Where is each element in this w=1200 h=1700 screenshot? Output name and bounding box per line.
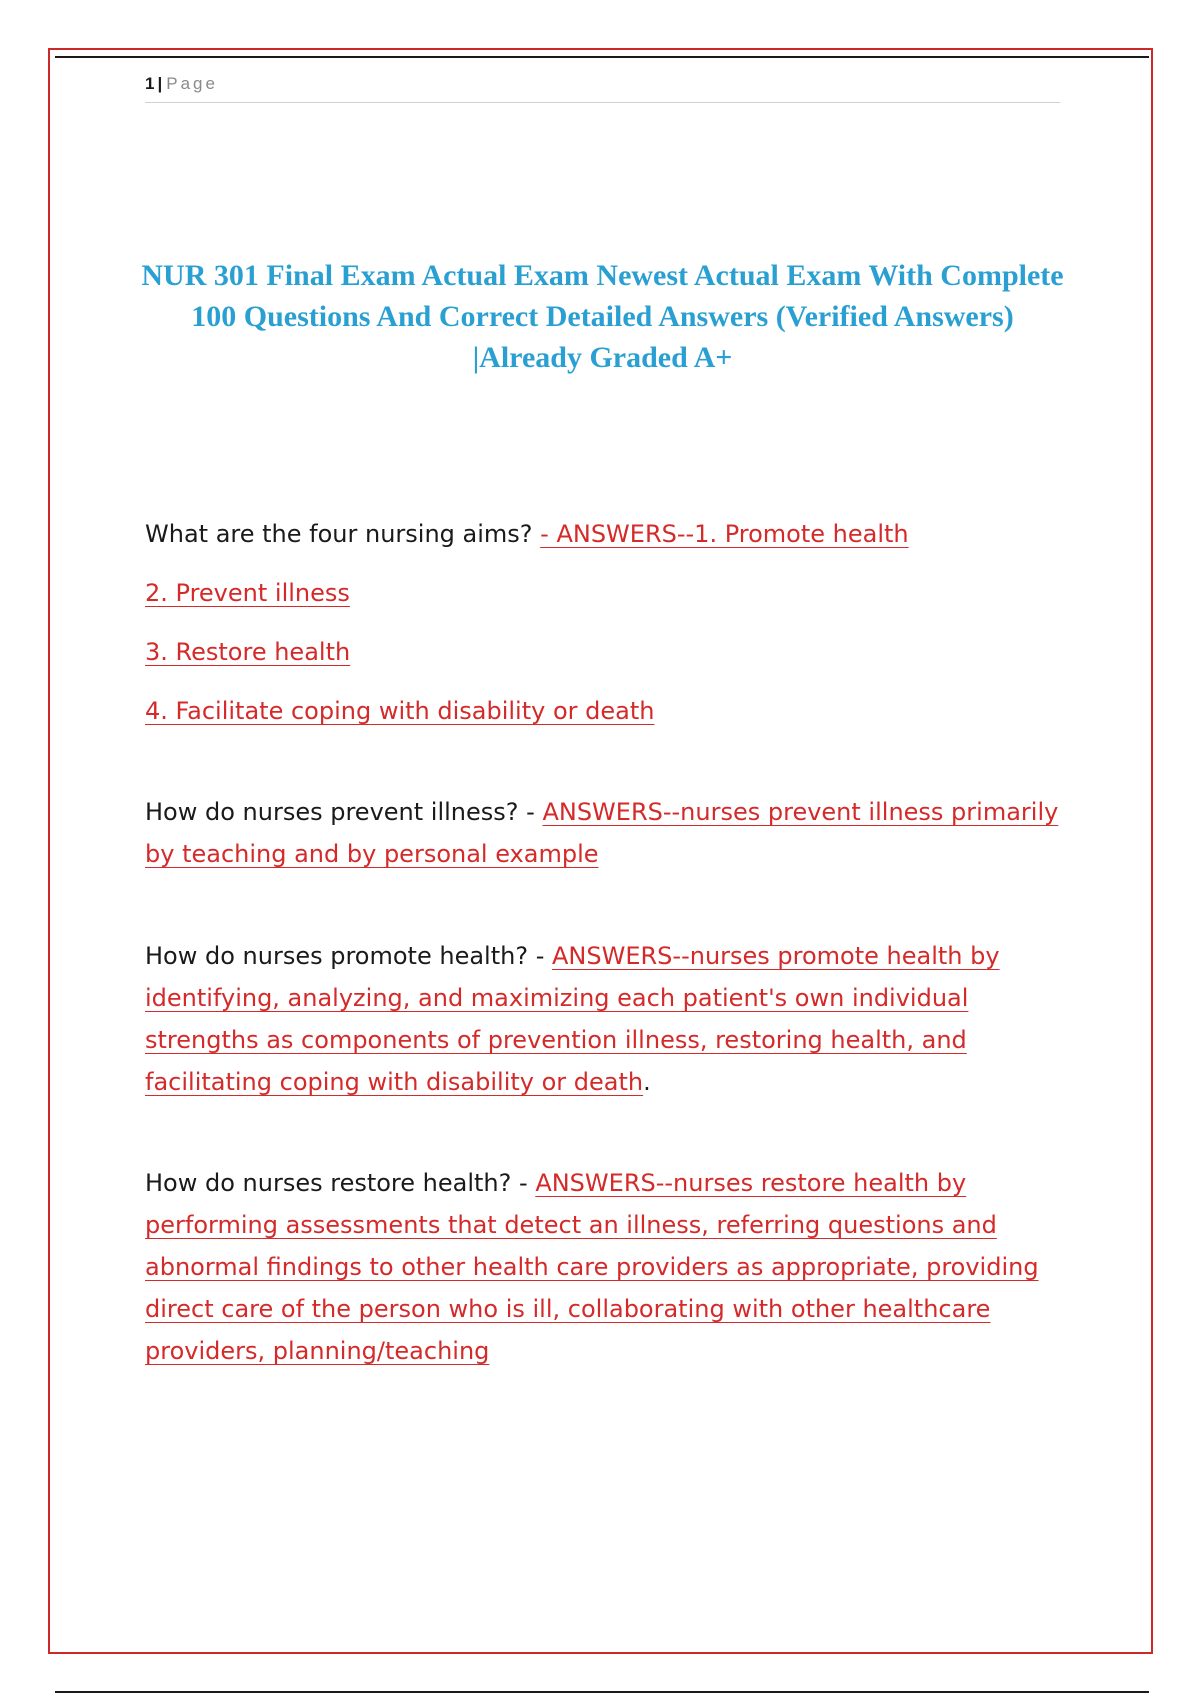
answer-trailing-period: . [643,1068,651,1096]
answer-text: ANSWERS--nurses prevent illness primarily by teaching and by personal example [145,798,1059,868]
question-text: What are the four nursing aims? [145,520,533,548]
answer-text: - ANSWERS--1. Promote health [540,520,909,548]
question-text: How do nurses restore health? - [145,1169,528,1197]
page-header [145,72,1060,103]
answer-text: ANSWERS--nurses restore health by performing assessments that detect an illness, referring questions and abnormal findings to other health care providers as appropriate, providing direct care of the person who is ill, collaborating with other healthcare providers, planning/teaching [145,1169,1039,1365]
top-rule [55,56,1149,58]
question-text: How do nurses promote health? - [145,942,545,970]
qa-item-prevent-illness [145,791,1065,875]
qa-content [145,514,1065,1372]
page-word: Page [166,74,218,93]
qa-item-restore-health [145,1162,1065,1372]
question-text: How do nurses prevent illness? - [145,798,535,826]
answer-line: 3. Restore health [145,638,351,666]
qa-item-nursing-aims [145,514,1065,731]
page-number: 1 [145,74,155,93]
header-separator: | [157,74,163,93]
document-title: NUR 301 Final Exam Actual Exam Newest Actual Exam With Complete 100 Questions And Correct Detailed Answers (Verified Answers) |Already Graded A+ [141,259,1064,374]
answer-line: 2. Prevent illness [145,579,350,607]
bottom-rule [55,1691,1149,1693]
answer-text: ANSWERS--nurses promote health by identifying, analyzing, and maximizing each patient's own individual strengths as components of prevention illness, restoring health, and facilitating coping with disability or death [145,942,1000,1096]
answer-line: 4. Facilitate coping with disability or death [145,697,655,725]
qa-item-promote-health [145,935,1065,1103]
